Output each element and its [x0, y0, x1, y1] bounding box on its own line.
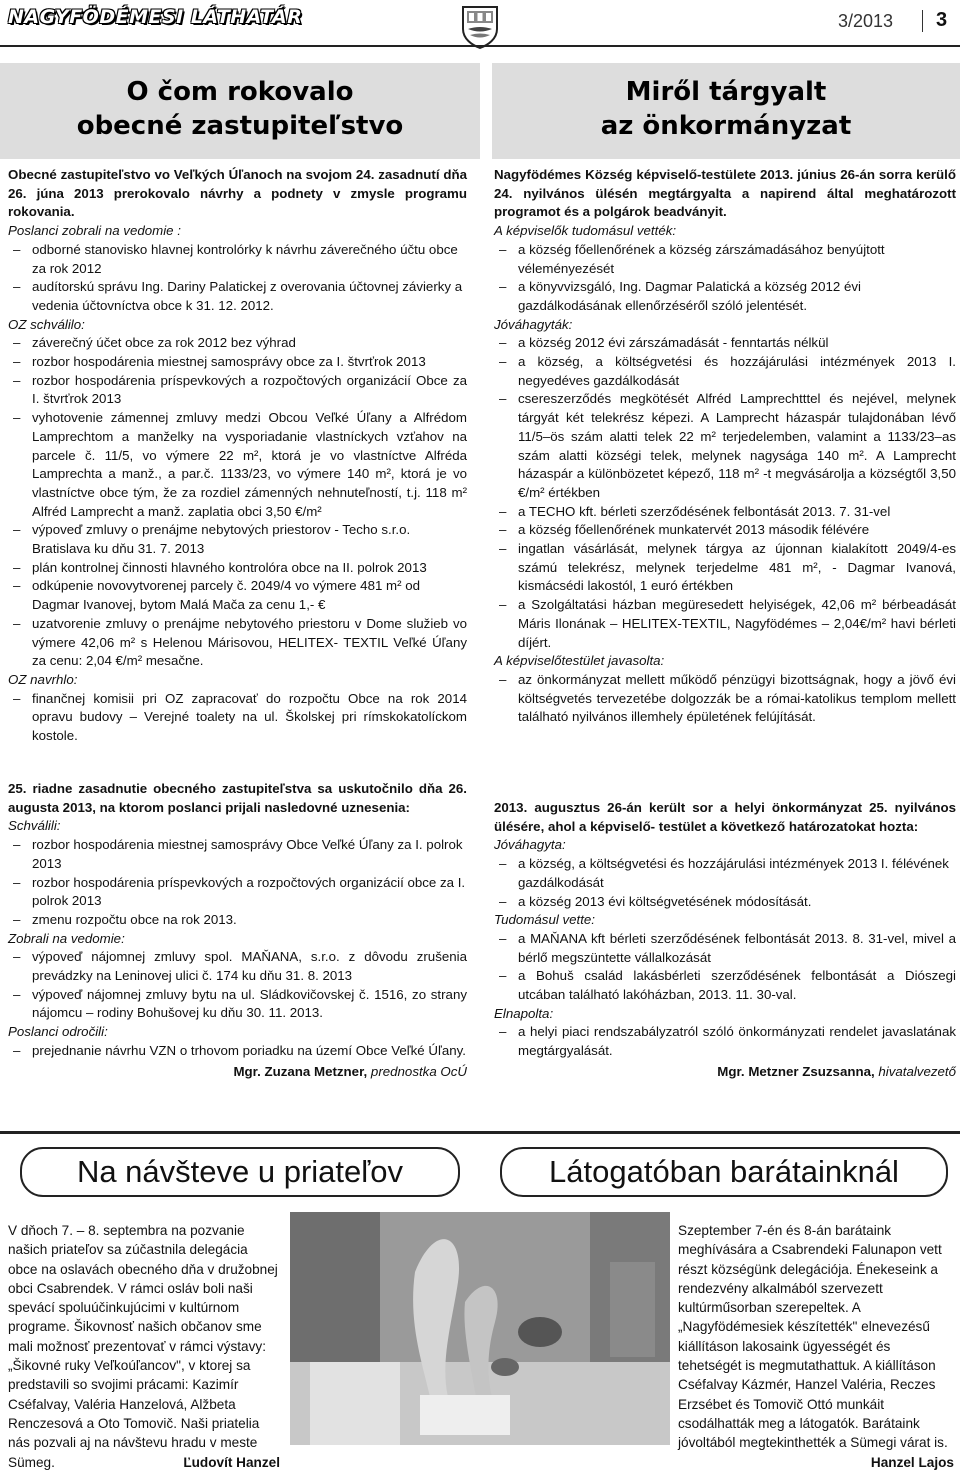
- list-item: – zmenu rozpočtu obce na rok 2013.: [8, 911, 467, 930]
- right-title-line2: az önkormányzat: [600, 111, 852, 141]
- bottom-right-article: [678, 1221, 954, 1472]
- page-number: 3: [936, 9, 948, 31]
- list-item: – uzatvorenie zmluvy o prenájme nebytového priestoru v Dome služieb vo výmere 42,06 m² s Helenou Márisovou, HELITEX- TEXTIL Veľké Úľany za cenu: 2,04 €/m² mesačne.: [8, 615, 467, 671]
- left-title-line2: obecné zastupiteľstvo: [76, 111, 404, 141]
- left-article-part2: [8, 780, 467, 1081]
- list-item: – záverečný účet obce za rok 2012 bez výhrad: [8, 334, 467, 353]
- list-item: – plán kontrolnej činnosti hlavného kontrolóra obce na II. polrok 2013: [8, 559, 467, 578]
- bottom-right-title: Látogatóban barátainknál: [500, 1147, 948, 1197]
- list-item: – a könyvvizsgáló, Ing. Dagmar Palatická a község 2012 évi gazdálkodásának ellenőrzéséről szóló jelentését.: [494, 278, 956, 315]
- right-article-body: [494, 166, 956, 727]
- right-intro: Nagyfödémes Község képviselő-testülete 2013. június 26-án sorra kerülő 24. nyilvános ülésén megtárgyalta a napirend által meghatározott programot és a polgárok beadványit.: [494, 167, 956, 220]
- publication-title: NAGYFÖDÉMESI LÁTHATÁR: [8, 6, 303, 28]
- right-p2-s1-heading: Jóváhagyta:: [494, 837, 566, 853]
- right-p2-s2-heading: Tudomásul vette:: [494, 912, 596, 928]
- right-s2-heading: Jóváhagyták:: [494, 316, 573, 332]
- list-item: – a Bohuš család lakásbérleti szerződésének felbontását a Diószegi utcában található lakóházban, 2013. 11. 30-val.: [494, 967, 956, 1004]
- issue-divider: [922, 10, 923, 32]
- left-p2-s3-heading: Poslanci odročili:: [8, 1024, 108, 1040]
- left-p2-s1-heading: Schválili:: [8, 818, 61, 834]
- bottom-right-author: Hanzel Lajos: [870, 1454, 954, 1470]
- list-item: – az önkormányzat mellett működő pénzügyi bizottságnak, hogy a jövő évi költségvetés tervezetébe dolgozzák be a római-katolikus templom mellett található nyilvános illemhely épületének felújítását.: [494, 671, 956, 727]
- list-item: – výpoveď zmluvy o prenájme nebytových priestorov - Techo s.r.o. Bratislava ku dňu 31. 7. 2013: [8, 521, 467, 558]
- list-item: – csereszerződés megkötését Alfréd Lamprechtttel és nejével, melynek tárgyát két telekrész képezi. A Lamprecht házaspár tulajdonában lévő 11/5–ös szám alatti telek 22 m² terjedelemben, valamint a 1133/23–as szám alatti községi telek, melynek nagysága 140 m². A Lamprecht házaspár a különbözetet képező, 118 m² -t megvásárolja a községtől 3,50 €/m² értékben: [494, 390, 956, 502]
- list-item: – a község, a költségvetési és hozzájárulási intézmények 2013 I. negyedéves gazdálkodását: [494, 353, 956, 390]
- right-signature-name: Mgr. Metzner Zsuzsanna,: [717, 1063, 875, 1079]
- left-p2-intro: 25. riadne zasadnutie obecného zastupiteľstva sa uskutočnilo dňa 26. augusta 2013, na ktorom poslanci prijali nasledovné uznesenia:: [8, 781, 467, 815]
- left-title-banner: [0, 63, 480, 159]
- right-p2-s3-heading: Elnapolta:: [494, 1005, 554, 1021]
- list-item: – a község 2012 évi zárszámadását - fenntartás nélkül: [494, 334, 956, 353]
- bottom-left-body: V dňoch 7. – 8. septembra na pozvanie našich priateľov sa zúčastnila delegácia obce na oslavách obecného dňa v družobnej obci Csabrendek. V rámci osláv boli naši spevácí spoluúčinkujúcimi v kultúrnom programe. Šikovnosť našich občanov sme mali možnosť prezentovať v rámci výstavy: „Šikovné ruky Veľkoúľancov", v ktorej sa predstavili so svojimi prácami: Kazimír Cséfalvay, Valéria Hanzelová, Alžbeta Renczesová a Oto Tomovič. Naši priatelia nás pozvali aj na návštevu hradu v meste Sümeg.: [8, 1223, 278, 1470]
- list-item: – finančnej komisii pri OZ zapracovať do rozpočtu Obce na rok 2014 opravu budovy – Verejné toalety na ul. Školskej pri rímskokatolíckom kostole.: [8, 690, 467, 746]
- right-s1-heading: A képviselők tudomásul vették:: [494, 223, 677, 239]
- right-article-part2: [494, 799, 956, 1082]
- bottom-left-article: [8, 1221, 280, 1472]
- list-item: – a TECHO kft. bérleti szerződésének felbontását 2013. 7. 31-vel: [494, 503, 956, 522]
- list-item: – a helyi piaci rendszabályzatról szóló önkormányzati rendelet javaslatának megtárgyalását.: [494, 1023, 956, 1060]
- list-item: – a MAŇANA kft bérleti szerződésének felbontását 2013. 8. 31-vel, mivel a bérlő megszüntette vállalkozását: [494, 930, 956, 967]
- list-item: – výpoveď nájomnej zmluvy spol. MAŇANA, s.r.o. z dôvodu zrušenia prevádzky na Leninovej ulici č. 174 ku dňu 31. 8. 2013: [8, 948, 467, 985]
- list-item: – a Szolgáltatási házban megüresedett helyiségek, 42,06 m² bérbeadását Máris Ilonának – HELITEX-TEXTIL, Nagyfödémes – 2,04€/m² havi bérleti díjért.: [494, 596, 956, 652]
- right-title-banner: [492, 63, 960, 159]
- header-rule: [0, 45, 960, 47]
- list-item: – odkúpenie novovytvorenej parcely č. 2049/4 vo výmere 481 m² od Dagmar Ivanovej, bytom Malá Mača za cenu 1,- €: [8, 577, 467, 614]
- left-article-body: [8, 166, 467, 746]
- list-item: – prejednanie návrhu VZN o trhovom poriadku na území Obce Veľké Úľany.: [8, 1042, 467, 1061]
- list-item: – rozbor hospodárenia príspevkových a rozpočtových organizácií obce za I. polrok 2013: [8, 874, 467, 911]
- bottom-right-body: Szeptember 7-én és 8-án barátaink meghívására a Csabrendeki Falunapon vett részt községünk delegációja. Énekeseink a rendezvény alkalmából szervezett kultúrműsorban szerepeltek. A „Nagyfödémesiek készítették" elnevezésű kiállításon lakosaink ügyességét és tehetségét is megmutathattuk. A kiállításon Cséfalvay Kázmér, Hanzel Valéria, Reczes Erzsébet és Tomovič Ottó munkáit csodálhatták meg a látogatók. Barátaink jóvoltából megtekinthették a Sümegi várat is.: [678, 1223, 948, 1451]
- coat-of-arms-icon: [460, 3, 500, 49]
- list-item: – rozbor hospodárenia príspevkových a rozpočtových organizácií Obce za I. štvrťrok 2013: [8, 372, 467, 409]
- left-s2-heading: OZ schválilo:: [8, 316, 85, 332]
- list-item: – audítorskú správu Ing. Dariny Palatickej z overovania účtovnej závierky a vedenia účtovníctva obce k 31. 12. 2012.: [8, 278, 467, 315]
- left-intro: Obecné zastupiteľstvo vo Veľkých Úľanoch na svojom 24. zasadnutí dňa 26. júna 2013 prerokovalo návrhy a podnety v zmysle programu rokovania.: [8, 167, 467, 220]
- list-item: – vyhotovenie zámennej zmluvy medzi Obcou Veľké Úľany a Alfrédom Lamprechtom a manželky na vysporiadanie vlastníckych vzťahov na parcele č. 11/5, vo výmere 22 m², ktorá je vo vlastníctve Alfréda Lamprechta a manž., a par.č. 1133/23, vo výmere 140 m², ktorá je vo vlastníctve obce tým, že za rozdiel zámenných nehnuteľností, t.j. 118 m² Alfréd Lamprecht a manž. zaplatia obci 3,50 €/m²: [8, 409, 467, 521]
- list-item: – ingatlan vásárlását, melynek tárgya az újonnan kialakított 2049/4-es számú telekrész, melynek terjedelme 481 m², - Dagmar Ivanová, kismácsédi lakostól, 1 euró értékben: [494, 540, 956, 596]
- list-item: – a község, a költségvetési és hozzájárulási intézmények 2013 I. félévének gazdálkodását: [494, 855, 956, 892]
- left-title-line1: O čom rokovalo: [126, 77, 354, 107]
- right-p2-intro: 2013. augusztus 26-án került sor a helyi önkormányzat 25. nyilvános ülésére, ahol a képviselő- testület a következő határozatokat hozta:: [494, 800, 956, 834]
- list-item: – a község főellenőrének a község zárszámadásához benyújtott véleményezését: [494, 241, 956, 278]
- right-signature: [494, 1063, 956, 1082]
- list-item: – rozbor hospodárenia miestnej samosprávy Obce Veľké Úľany za I. polrok 2013: [8, 836, 467, 873]
- list-item: – rozbor hospodárenia miestnej samosprávy obce za I. štvrťrok 2013: [8, 353, 467, 372]
- right-title-line1: Miről tárgyalt: [625, 77, 827, 107]
- left-signature-name: Mgr. Zuzana Metzner,: [233, 1063, 368, 1079]
- right-signature-role: hivatalvezető: [878, 1063, 956, 1079]
- bottom-left-title: Na návšteve u priateľov: [20, 1147, 460, 1197]
- exhibition-photo: [290, 1212, 670, 1445]
- left-signature: [8, 1063, 467, 1082]
- list-item: – výpoveď nájomnej zmluvy bytu na ul. Sládkovičovskej č. 1516, zo strany nájomcu – rodiny Bohušovej ku dňu 30. 11. 2013.: [8, 986, 467, 1023]
- bottom-left-author: Ľudovít Hanzel: [183, 1454, 280, 1470]
- left-signature-role: prednostka OcÚ: [370, 1063, 467, 1079]
- left-p2-s2-heading: Zobrali na vedomie:: [8, 930, 125, 946]
- list-item: – a község főellenőrének munkatervét 2013 második félévére: [494, 521, 956, 540]
- list-item: – odborné stanovisko hlavnej kontrolórky k návrhu záverečného účtu obce za rok 2012: [8, 241, 467, 278]
- list-item: – a község 2013 évi költségvetésének módosítását.: [494, 893, 956, 912]
- right-s3-heading: A képviselőtestület javasolta:: [494, 653, 665, 669]
- left-s3-heading: OZ navrhlo:: [8, 671, 78, 687]
- issue-number: 3/2013: [838, 11, 894, 31]
- left-s1-heading: Poslanci zobrali na vedomie :: [8, 223, 181, 239]
- section-divider: [0, 1131, 960, 1134]
